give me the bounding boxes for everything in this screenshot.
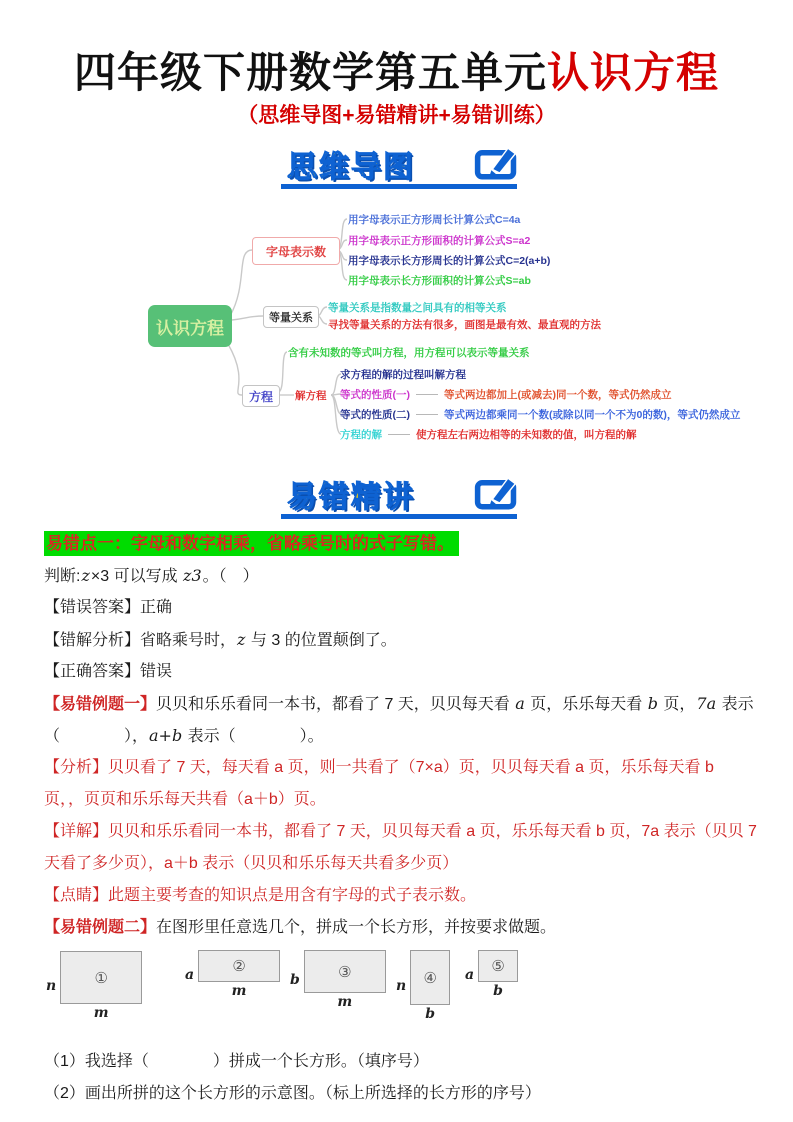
highlight-error-point-line (44, 528, 770, 560)
detail-line1 (44, 816, 770, 848)
text-segment: 【点睛】此题主要考查的知识点是用含有字母的式子表示数。 (44, 887, 477, 904)
correct-answer-line (44, 656, 770, 688)
side-label: b (290, 972, 300, 988)
rect-number: ① (60, 951, 142, 1004)
detail-line2 (44, 848, 770, 880)
analysis-line1 (44, 752, 770, 784)
mindmap-leaf (340, 427, 637, 441)
text-segment: （2）画出所拼的这个长方形的示意图。（标上所选择的长方形的序号） (44, 1085, 541, 1102)
text-segment: z (81, 566, 90, 585)
text-segment: 易错点一：字母和数字相乘，省略乘号时的式子写错。 (44, 531, 459, 556)
mindmap-leaf: 寻找等量关系的方法有很多，画图是最有效、最直观的方法 (328, 318, 601, 331)
edit-pencil-icon (473, 142, 519, 187)
lesson-content (44, 528, 770, 1110)
text-segment: （1）我选择（ ）拼成一个长方形。（填序号） (44, 1053, 429, 1070)
text-segment: 7a (696, 694, 717, 713)
text-segment: 判断: (44, 568, 81, 585)
text-segment: 【错误答案】正确 (44, 599, 173, 616)
text-segment: 贝贝和乐乐看同一本书，都看了 7 天，贝贝每天看 (156, 696, 515, 713)
task-2-line (44, 1078, 770, 1110)
side-label: n (396, 978, 407, 994)
banner-jingjiang-label: 易错精讲 (287, 481, 415, 514)
rectangles-figure (44, 946, 770, 1046)
text-segment: b (647, 694, 658, 713)
mindmap-leaf: 求方程的解的过程叫解方程 (340, 368, 466, 381)
mindmap-leaf: 用字母表示正方形周长计算公式C=4a (348, 213, 521, 226)
text-segment: 【分析】贝贝看了 7 天，每天看 a 页，则一共看了（7×a）页，贝贝每天看 a 页，乐乐每天看 b (44, 759, 714, 776)
mindmap-node-equation: 方程 (242, 385, 280, 407)
text-segment: 【正确答案】错误 (44, 663, 173, 680)
dash-connector (388, 434, 410, 435)
text-segment: 【易错例题二】 (44, 919, 157, 936)
mindmap-leaf-head: 方程的解 (340, 428, 382, 441)
banner-jingjiang (281, 470, 517, 519)
mindmap-leaf-head: 等式的性质(一) (340, 388, 410, 401)
example1-line1 (44, 688, 770, 720)
mindmap-leaf-head: 等式的性质(二) (340, 408, 410, 421)
bottom-label: m (337, 994, 353, 1010)
mindmap-leaf: 等量关系是指数量之间具有的相等关系 (328, 301, 507, 314)
shape-rect-5 (465, 950, 518, 999)
text-segment: z3 (183, 566, 202, 585)
mindmap-leaf-text: 等式两边都加上(或减去)同一个数，等式仍然成立 (444, 388, 672, 401)
text-segment: 页，，页页和乐乐每天共看（a＋b）页。 (44, 791, 326, 808)
example2-line (44, 912, 770, 944)
title-red-part: 认识方程 (547, 49, 720, 96)
text-segment: 天看了多少页），a＋b 表示（贝贝和乐乐每天共看多少页） (44, 855, 459, 872)
title-black-part: 四年级下册数学第五单元 (73, 49, 547, 96)
rect-number: ⑤ (478, 950, 518, 982)
example1-line2 (44, 720, 770, 752)
text-segment: a+b (149, 726, 183, 745)
banner-mindmap (281, 140, 517, 189)
error-analysis-line (44, 624, 770, 656)
dash-connector (416, 394, 438, 395)
text-segment: 。（ ） (202, 568, 259, 585)
bottom-label: b (493, 983, 503, 999)
text-segment: 与 3 的位置颠倒了。 (246, 632, 397, 649)
text-segment: 在图形里任意选几个，拼成一个长方形，并按要求做题。 (156, 919, 557, 936)
banner-mindmap-label: 思维导图 (287, 151, 415, 184)
page-subtitle: （思维导图+易错精讲+易错训练） (237, 104, 556, 127)
edit-pencil-icon (473, 472, 519, 517)
side-label: a (465, 966, 475, 983)
task-1-line (44, 1046, 770, 1078)
text-segment: 页，乐乐每天看 (525, 696, 647, 713)
shape-rect-2 (185, 950, 280, 999)
text-segment: 【详解】贝贝和乐乐看同一本书，都看了 7 天，贝贝每天看 a 页，乐乐每天看 b 页，7a 表示（贝贝 7 (44, 823, 757, 840)
mindmap-diagram (100, 192, 770, 467)
mindmap-leaf: 用字母表示长方形面积的计算公式S=ab (348, 274, 531, 287)
text-segment: （ ）， (44, 728, 149, 745)
key-point-line (44, 880, 770, 912)
text-segment: z (237, 630, 246, 649)
analysis-line2 (44, 784, 770, 816)
side-label: n (46, 978, 57, 994)
judge-question-line (44, 560, 770, 592)
mindmap-leaf: 用字母表示正方形面积的计算公式S=a2 (348, 234, 531, 247)
side-label: a (185, 966, 195, 983)
text-segment: 页， (658, 696, 696, 713)
rect-number: ③ (304, 950, 386, 993)
rect-number: ④ (410, 950, 450, 1005)
bottom-label: m (231, 983, 247, 999)
text-segment: 表示 (717, 696, 754, 713)
page-title (0, 40, 793, 100)
mindmap-leaf: 用字母表示长方形周长的计算公式C=2(a+b) (348, 254, 551, 267)
wrong-answer-line (44, 592, 770, 624)
shape-rect-4 (396, 950, 450, 1022)
text-segment: 【易错例题一】 (44, 696, 157, 713)
text-segment: 表示（ ）。 (183, 728, 324, 745)
mindmap-node-equal-relation: 等量关系 (263, 306, 319, 328)
mindmap-node-solve-equation: 解方程 (295, 389, 327, 402)
text-segment: ×3 可以写成 (90, 568, 183, 585)
mindmap-leaf-text: 使方程左右两边相等的未知数的值，叫方程的解 (416, 428, 637, 441)
mindmap-leaf: 含有未知数的等式叫方程，用方程可以表示等量关系 (288, 346, 530, 359)
shape-rect-1 (46, 951, 142, 1021)
mindmap-root-node: 认识方程 (148, 305, 232, 347)
bottom-label: b (425, 1006, 436, 1022)
bottom-label: m (93, 1005, 109, 1021)
text-segment: a (515, 694, 525, 713)
shape-rect-3 (290, 950, 386, 1010)
mindmap-node-letters: 字母表示数 (252, 237, 340, 265)
mindmap-leaf (340, 407, 740, 421)
mindmap-leaf (340, 387, 672, 401)
dash-connector (416, 414, 438, 415)
rect-number: ② (198, 950, 280, 982)
mindmap-leaf-text: 等式两边都乘同一个数(或除以同一个不为0的数)，等式仍然成立 (444, 408, 741, 421)
text-segment: 【错解分析】省略乘号时， (44, 632, 237, 649)
